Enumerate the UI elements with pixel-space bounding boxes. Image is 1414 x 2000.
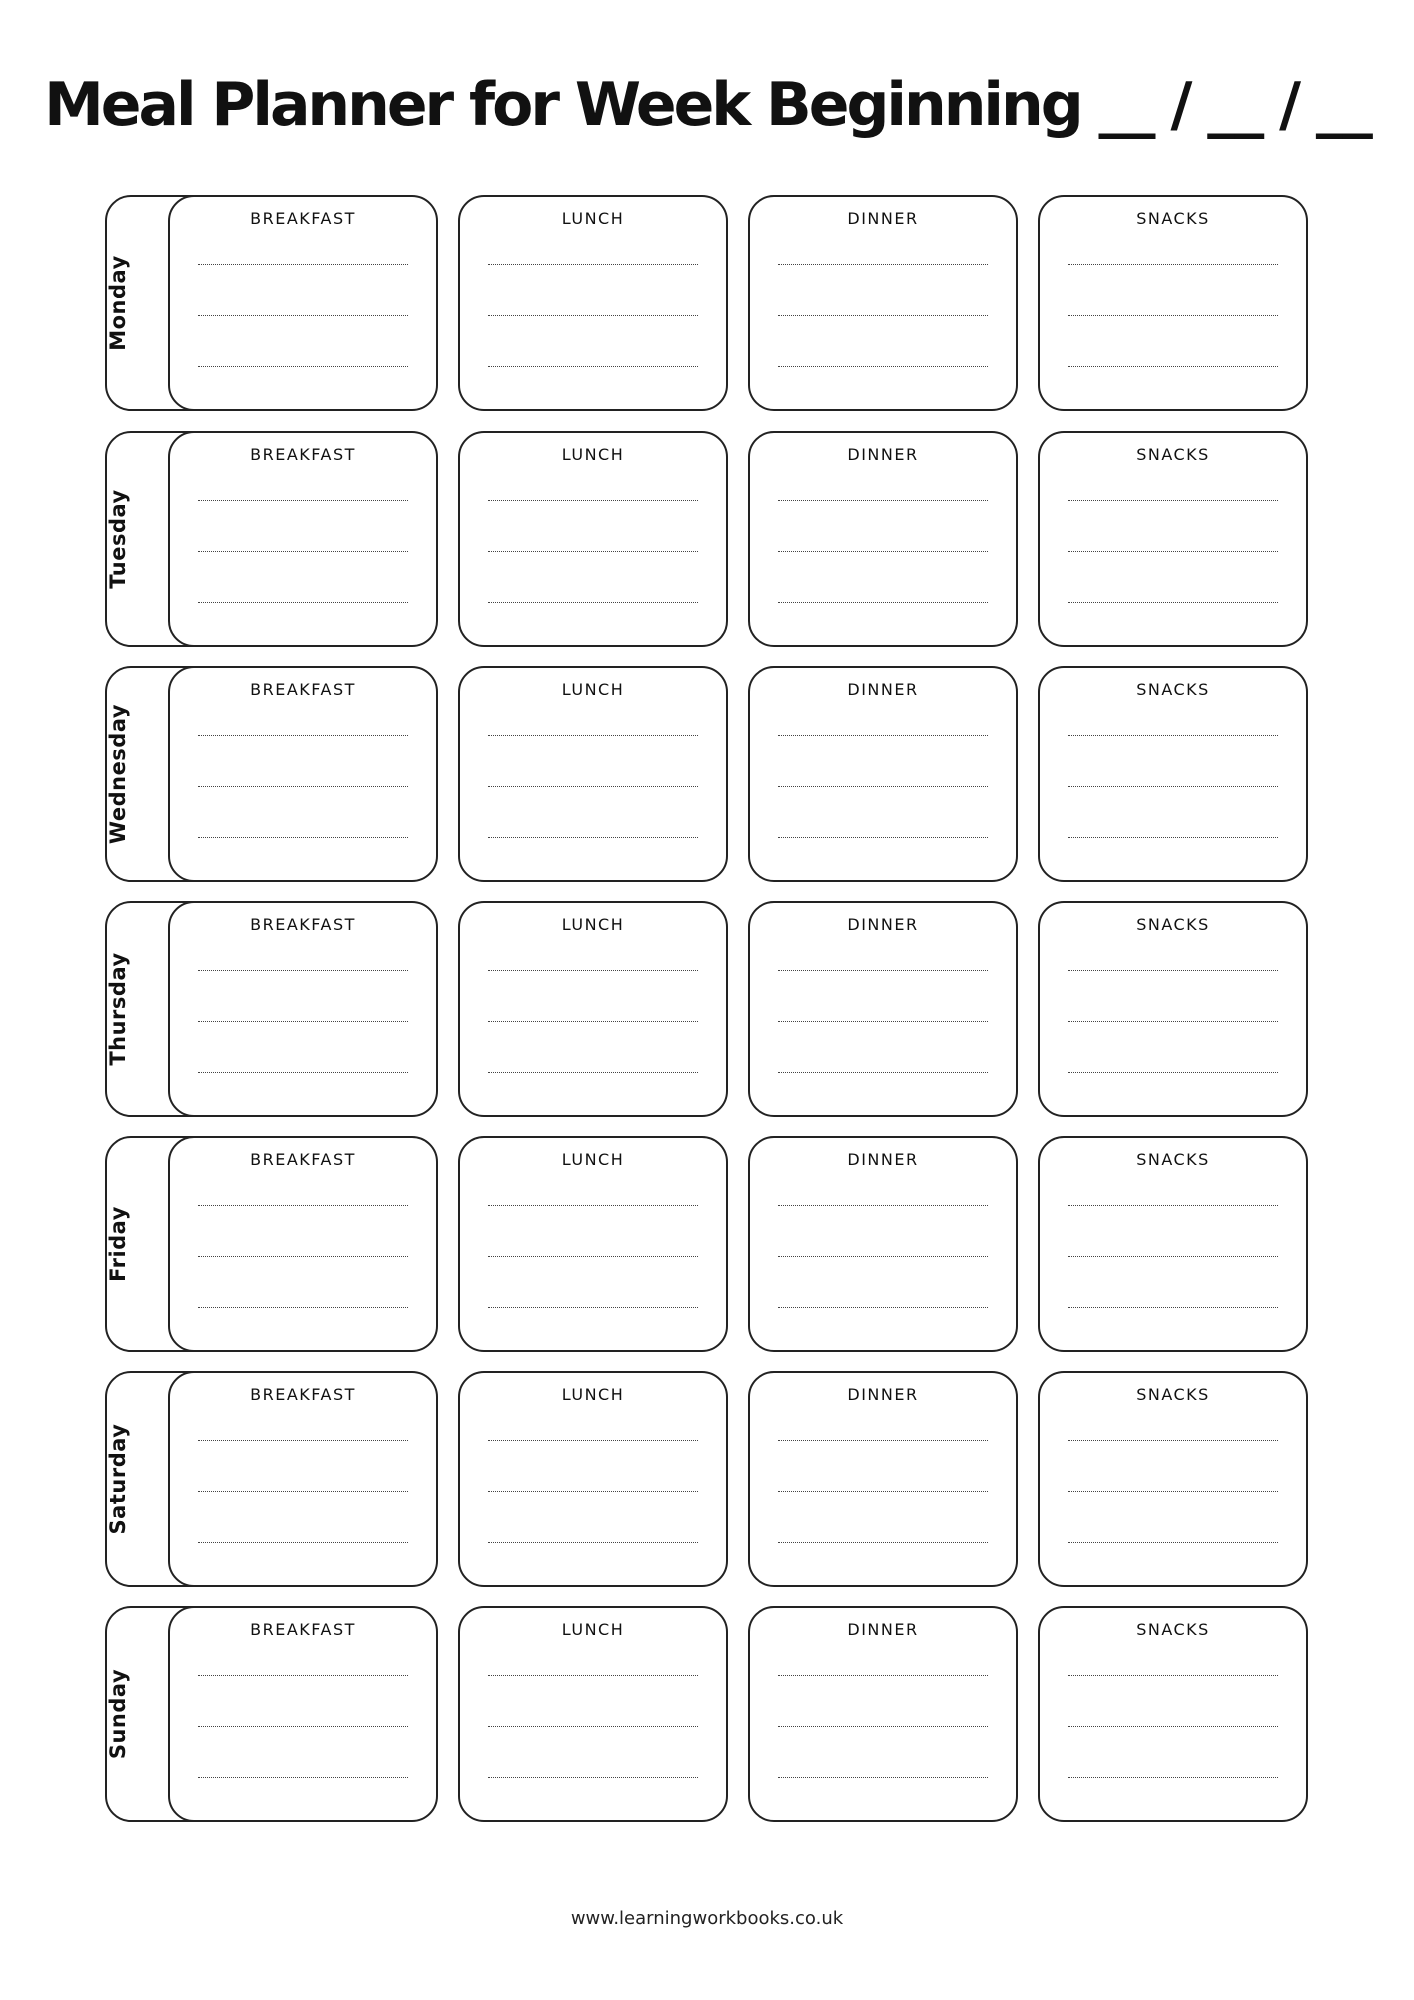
- writing-line[interactable]: [778, 1777, 988, 1778]
- day-row-saturday: [0, 1371, 1414, 1591]
- writing-line[interactable]: [488, 1675, 698, 1676]
- writing-line[interactable]: [1068, 602, 1278, 603]
- writing-line[interactable]: [1068, 1777, 1278, 1778]
- snacks-label: SNACKS: [1136, 1385, 1210, 1404]
- dinner-label: DINNER: [847, 1620, 919, 1639]
- writing-line[interactable]: [198, 315, 408, 316]
- snacks-box: [1038, 1606, 1308, 1822]
- page-title: Meal Planner for Week Beginning __ / __ / __: [44, 70, 1370, 140]
- snacks-box: [1038, 1371, 1308, 1587]
- writing-line[interactable]: [488, 970, 698, 971]
- writing-line[interactable]: [198, 1542, 408, 1543]
- writing-line[interactable]: [488, 1307, 698, 1308]
- dinner-label: DINNER: [847, 1385, 919, 1404]
- breakfast-label: BREAKFAST: [250, 1620, 356, 1639]
- writing-line[interactable]: [778, 1021, 988, 1022]
- writing-line[interactable]: [778, 551, 988, 552]
- day-label: Tuesday: [106, 489, 130, 589]
- writing-line[interactable]: [198, 786, 408, 787]
- dinner-label: DINNER: [847, 445, 919, 464]
- day-label: Wednesday: [106, 703, 130, 845]
- lunch-box: [458, 195, 728, 411]
- writing-line[interactable]: [778, 970, 988, 971]
- dinner-box: [748, 431, 1018, 647]
- day-row-wednesday: [0, 666, 1414, 886]
- writing-line[interactable]: [778, 602, 988, 603]
- writing-line[interactable]: [778, 1256, 988, 1257]
- snacks-label: SNACKS: [1136, 915, 1210, 934]
- writing-line[interactable]: [1068, 1491, 1278, 1492]
- lunch-box: [458, 1136, 728, 1352]
- writing-line[interactable]: [488, 1256, 698, 1257]
- writing-line[interactable]: [778, 1542, 988, 1543]
- writing-line[interactable]: [778, 1205, 988, 1206]
- writing-line[interactable]: [198, 1021, 408, 1022]
- writing-line[interactable]: [488, 1491, 698, 1492]
- dinner-box: [748, 195, 1018, 411]
- lunch-label: LUNCH: [561, 915, 625, 934]
- writing-line[interactable]: [198, 1440, 408, 1441]
- writing-line[interactable]: [778, 366, 988, 367]
- writing-line[interactable]: [778, 1440, 988, 1441]
- lunch-label: LUNCH: [561, 680, 625, 699]
- lunch-label: LUNCH: [561, 1620, 625, 1639]
- writing-line[interactable]: [1068, 264, 1278, 265]
- writing-line[interactable]: [488, 837, 698, 838]
- lunch-box: [458, 901, 728, 1117]
- writing-line[interactable]: [488, 1777, 698, 1778]
- dinner-box: [748, 1371, 1018, 1587]
- writing-line[interactable]: [778, 837, 988, 838]
- writing-line[interactable]: [778, 1726, 988, 1727]
- breakfast-label: BREAKFAST: [250, 445, 356, 464]
- writing-line[interactable]: [488, 1072, 698, 1073]
- day-label: Thursday: [106, 952, 130, 1066]
- writing-line[interactable]: [1068, 1021, 1278, 1022]
- writing-line[interactable]: [778, 1307, 988, 1308]
- writing-line[interactable]: [488, 1440, 698, 1441]
- day-row-tuesday: [0, 431, 1414, 651]
- snacks-box: [1038, 1136, 1308, 1352]
- writing-line[interactable]: [488, 735, 698, 736]
- dinner-label: DINNER: [847, 915, 919, 934]
- snacks-label: SNACKS: [1136, 1150, 1210, 1169]
- writing-line[interactable]: [488, 264, 698, 265]
- breakfast-label: BREAKFAST: [250, 209, 356, 228]
- dinner-box: [748, 901, 1018, 1117]
- breakfast-label: BREAKFAST: [250, 915, 356, 934]
- writing-line[interactable]: [198, 500, 408, 501]
- breakfast-box: [168, 1136, 438, 1352]
- lunch-box: [458, 1371, 728, 1587]
- writing-line[interactable]: [1068, 837, 1278, 838]
- writing-line[interactable]: [198, 1205, 408, 1206]
- writing-line[interactable]: [1068, 500, 1278, 501]
- writing-line[interactable]: [778, 1072, 988, 1073]
- snacks-label: SNACKS: [1136, 209, 1210, 228]
- dinner-box: [748, 1606, 1018, 1822]
- writing-line[interactable]: [488, 602, 698, 603]
- day-label: Saturday: [106, 1423, 130, 1535]
- writing-line[interactable]: [1068, 551, 1278, 552]
- writing-line[interactable]: [1068, 1440, 1278, 1441]
- writing-line[interactable]: [198, 1307, 408, 1308]
- dinner-label: DINNER: [847, 209, 919, 228]
- writing-line[interactable]: [488, 1726, 698, 1727]
- writing-line[interactable]: [1068, 366, 1278, 367]
- writing-line[interactable]: [488, 551, 698, 552]
- writing-line[interactable]: [198, 1726, 408, 1727]
- lunch-label: LUNCH: [561, 445, 625, 464]
- snacks-box: [1038, 901, 1308, 1117]
- breakfast-label: BREAKFAST: [250, 680, 356, 699]
- day-row-monday: [0, 195, 1414, 415]
- lunch-box: [458, 431, 728, 647]
- writing-line[interactable]: [488, 500, 698, 501]
- snacks-box: [1038, 195, 1308, 411]
- dinner-box: [748, 666, 1018, 882]
- lunch-label: LUNCH: [561, 1385, 625, 1404]
- breakfast-box: [168, 1606, 438, 1822]
- writing-line[interactable]: [1068, 970, 1278, 971]
- breakfast-box: [168, 666, 438, 882]
- snacks-label: SNACKS: [1136, 680, 1210, 699]
- snacks-box: [1038, 666, 1308, 882]
- lunch-box: [458, 666, 728, 882]
- lunch-box: [458, 1606, 728, 1822]
- writing-line[interactable]: [778, 786, 988, 787]
- writing-line[interactable]: [778, 1491, 988, 1492]
- snacks-label: SNACKS: [1136, 445, 1210, 464]
- writing-line[interactable]: [1068, 1675, 1278, 1676]
- lunch-label: LUNCH: [561, 1150, 625, 1169]
- writing-line[interactable]: [488, 315, 698, 316]
- writing-line[interactable]: [1068, 786, 1278, 787]
- writing-line[interactable]: [488, 1205, 698, 1206]
- breakfast-box: [168, 901, 438, 1117]
- breakfast-label: BREAKFAST: [250, 1150, 356, 1169]
- writing-line[interactable]: [198, 1777, 408, 1778]
- writing-line[interactable]: [198, 366, 408, 367]
- breakfast-box: [168, 1371, 438, 1587]
- day-row-sunday: [0, 1606, 1414, 1826]
- writing-line[interactable]: [778, 1675, 988, 1676]
- writing-line[interactable]: [198, 970, 408, 971]
- writing-line[interactable]: [778, 500, 988, 501]
- writing-line[interactable]: [488, 786, 698, 787]
- writing-line[interactable]: [198, 1072, 408, 1073]
- writing-line[interactable]: [1068, 1726, 1278, 1727]
- lunch-label: LUNCH: [561, 209, 625, 228]
- writing-line[interactable]: [1068, 1256, 1278, 1257]
- writing-line[interactable]: [198, 1256, 408, 1257]
- writing-line[interactable]: [198, 1491, 408, 1492]
- writing-line[interactable]: [198, 837, 408, 838]
- breakfast-label: BREAKFAST: [250, 1385, 356, 1404]
- snacks-label: SNACKS: [1136, 1620, 1210, 1639]
- writing-line[interactable]: [198, 735, 408, 736]
- dinner-label: DINNER: [847, 680, 919, 699]
- writing-line[interactable]: [198, 602, 408, 603]
- writing-line[interactable]: [488, 1021, 698, 1022]
- breakfast-box: [168, 431, 438, 647]
- dinner-box: [748, 1136, 1018, 1352]
- writing-line[interactable]: [778, 315, 988, 316]
- day-label: Monday: [106, 255, 130, 351]
- dinner-label: DINNER: [847, 1150, 919, 1169]
- snacks-box: [1038, 431, 1308, 647]
- writing-line[interactable]: [198, 1675, 408, 1676]
- writing-line[interactable]: [1068, 1072, 1278, 1073]
- day-label: Friday: [106, 1206, 130, 1282]
- writing-line[interactable]: [488, 1542, 698, 1543]
- writing-line[interactable]: [488, 366, 698, 367]
- writing-line[interactable]: [778, 264, 988, 265]
- writing-line[interactable]: [1068, 735, 1278, 736]
- breakfast-box: [168, 195, 438, 411]
- writing-line[interactable]: [1068, 315, 1278, 316]
- day-row-thursday: [0, 901, 1414, 1121]
- day-label: Sunday: [106, 1668, 130, 1760]
- writing-line[interactable]: [1068, 1205, 1278, 1206]
- writing-line[interactable]: [1068, 1307, 1278, 1308]
- writing-line[interactable]: [778, 735, 988, 736]
- writing-line[interactable]: [198, 551, 408, 552]
- writing-line[interactable]: [198, 264, 408, 265]
- website-footer: www.learningworkbooks.co.uk: [570, 1908, 844, 1929]
- writing-line[interactable]: [1068, 1542, 1278, 1543]
- day-row-friday: [0, 1136, 1414, 1356]
